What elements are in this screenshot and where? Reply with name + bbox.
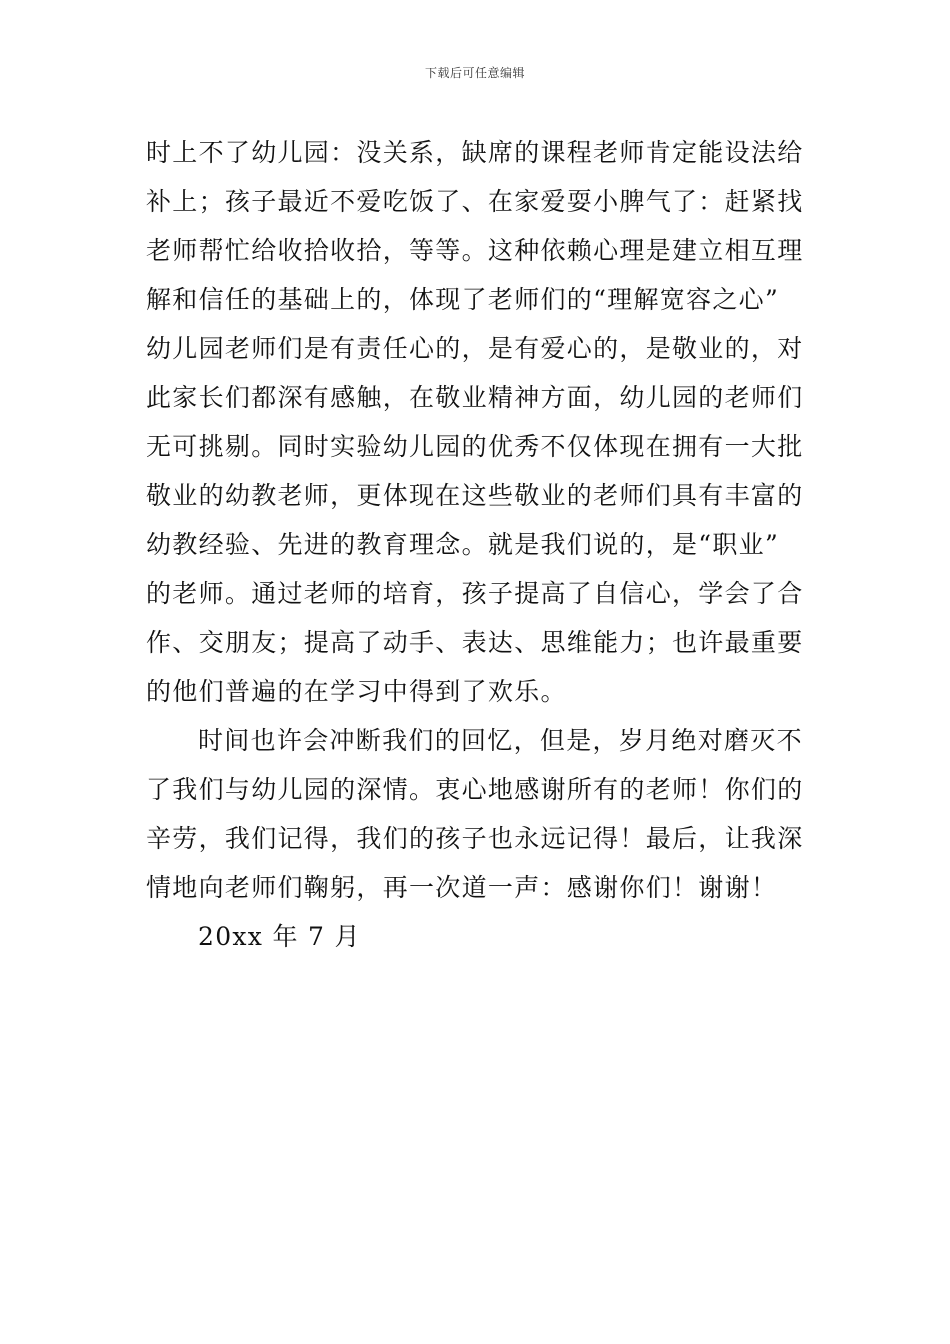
text-line: 老师帮忙给收拾收拾，等等。这种依赖心理是建立相互理 (146, 236, 804, 265)
text-line: 补上；孩子最近不爱吃饭了、在家爱耍小脾气了：赶紧找 (146, 187, 804, 216)
text-line: 的他们普遍的在学习中得到了欢乐。 (146, 677, 567, 706)
text-line: 幼儿园老师们是有责任心的，是有爱心的，是敬业的，对 (146, 334, 804, 363)
text-line: 此家长们都深有感触，在敬业精神方面，幼儿园的老师们 (146, 383, 804, 412)
text-line: 时间也许会冲断我们的回忆，但是，岁月绝对磨灭不 (198, 726, 803, 755)
text-line: 幼教经验、先进的教育理念。就是我们说的，是“职业” (146, 530, 780, 559)
text-line: 辛劳，我们记得，我们的孩子也永远记得！最后，让我深 (146, 824, 804, 853)
text-line: 时上不了幼儿园：没关系，缺席的课程老师肯定能设法给 (146, 138, 804, 167)
text-line: 情地向老师们鞠躬，再一次道一声：感谢你们！谢谢！ (146, 873, 778, 902)
text-line: 了我们与幼儿园的深情。衷心地感谢所有的老师！你们的 (146, 775, 804, 804)
date-line: 20xx 年 7 月 (198, 922, 361, 951)
text-line: 的老师。通过老师的培育，孩子提高了自信心，学会了合 (146, 579, 804, 608)
text-line: 解和信任的基础上的，体现了老师们的“理解宽容之心” (146, 285, 780, 314)
text-line: 敬业的幼教老师，更体现在这些敬业的老师们具有丰富的 (146, 481, 804, 510)
paragraph-2 (146, 716, 811, 912)
paragraph-1 (146, 128, 811, 716)
text-line: 无可挑剔。同时实验幼儿园的优秀不仅体现在拥有一大批 (146, 432, 804, 461)
page-header: 下载后可任意编辑 (424, 66, 525, 80)
text-line: 作、交朋友；提高了动手、表达、思维能力；也许最重要 (146, 628, 804, 657)
document-body (146, 128, 811, 961)
